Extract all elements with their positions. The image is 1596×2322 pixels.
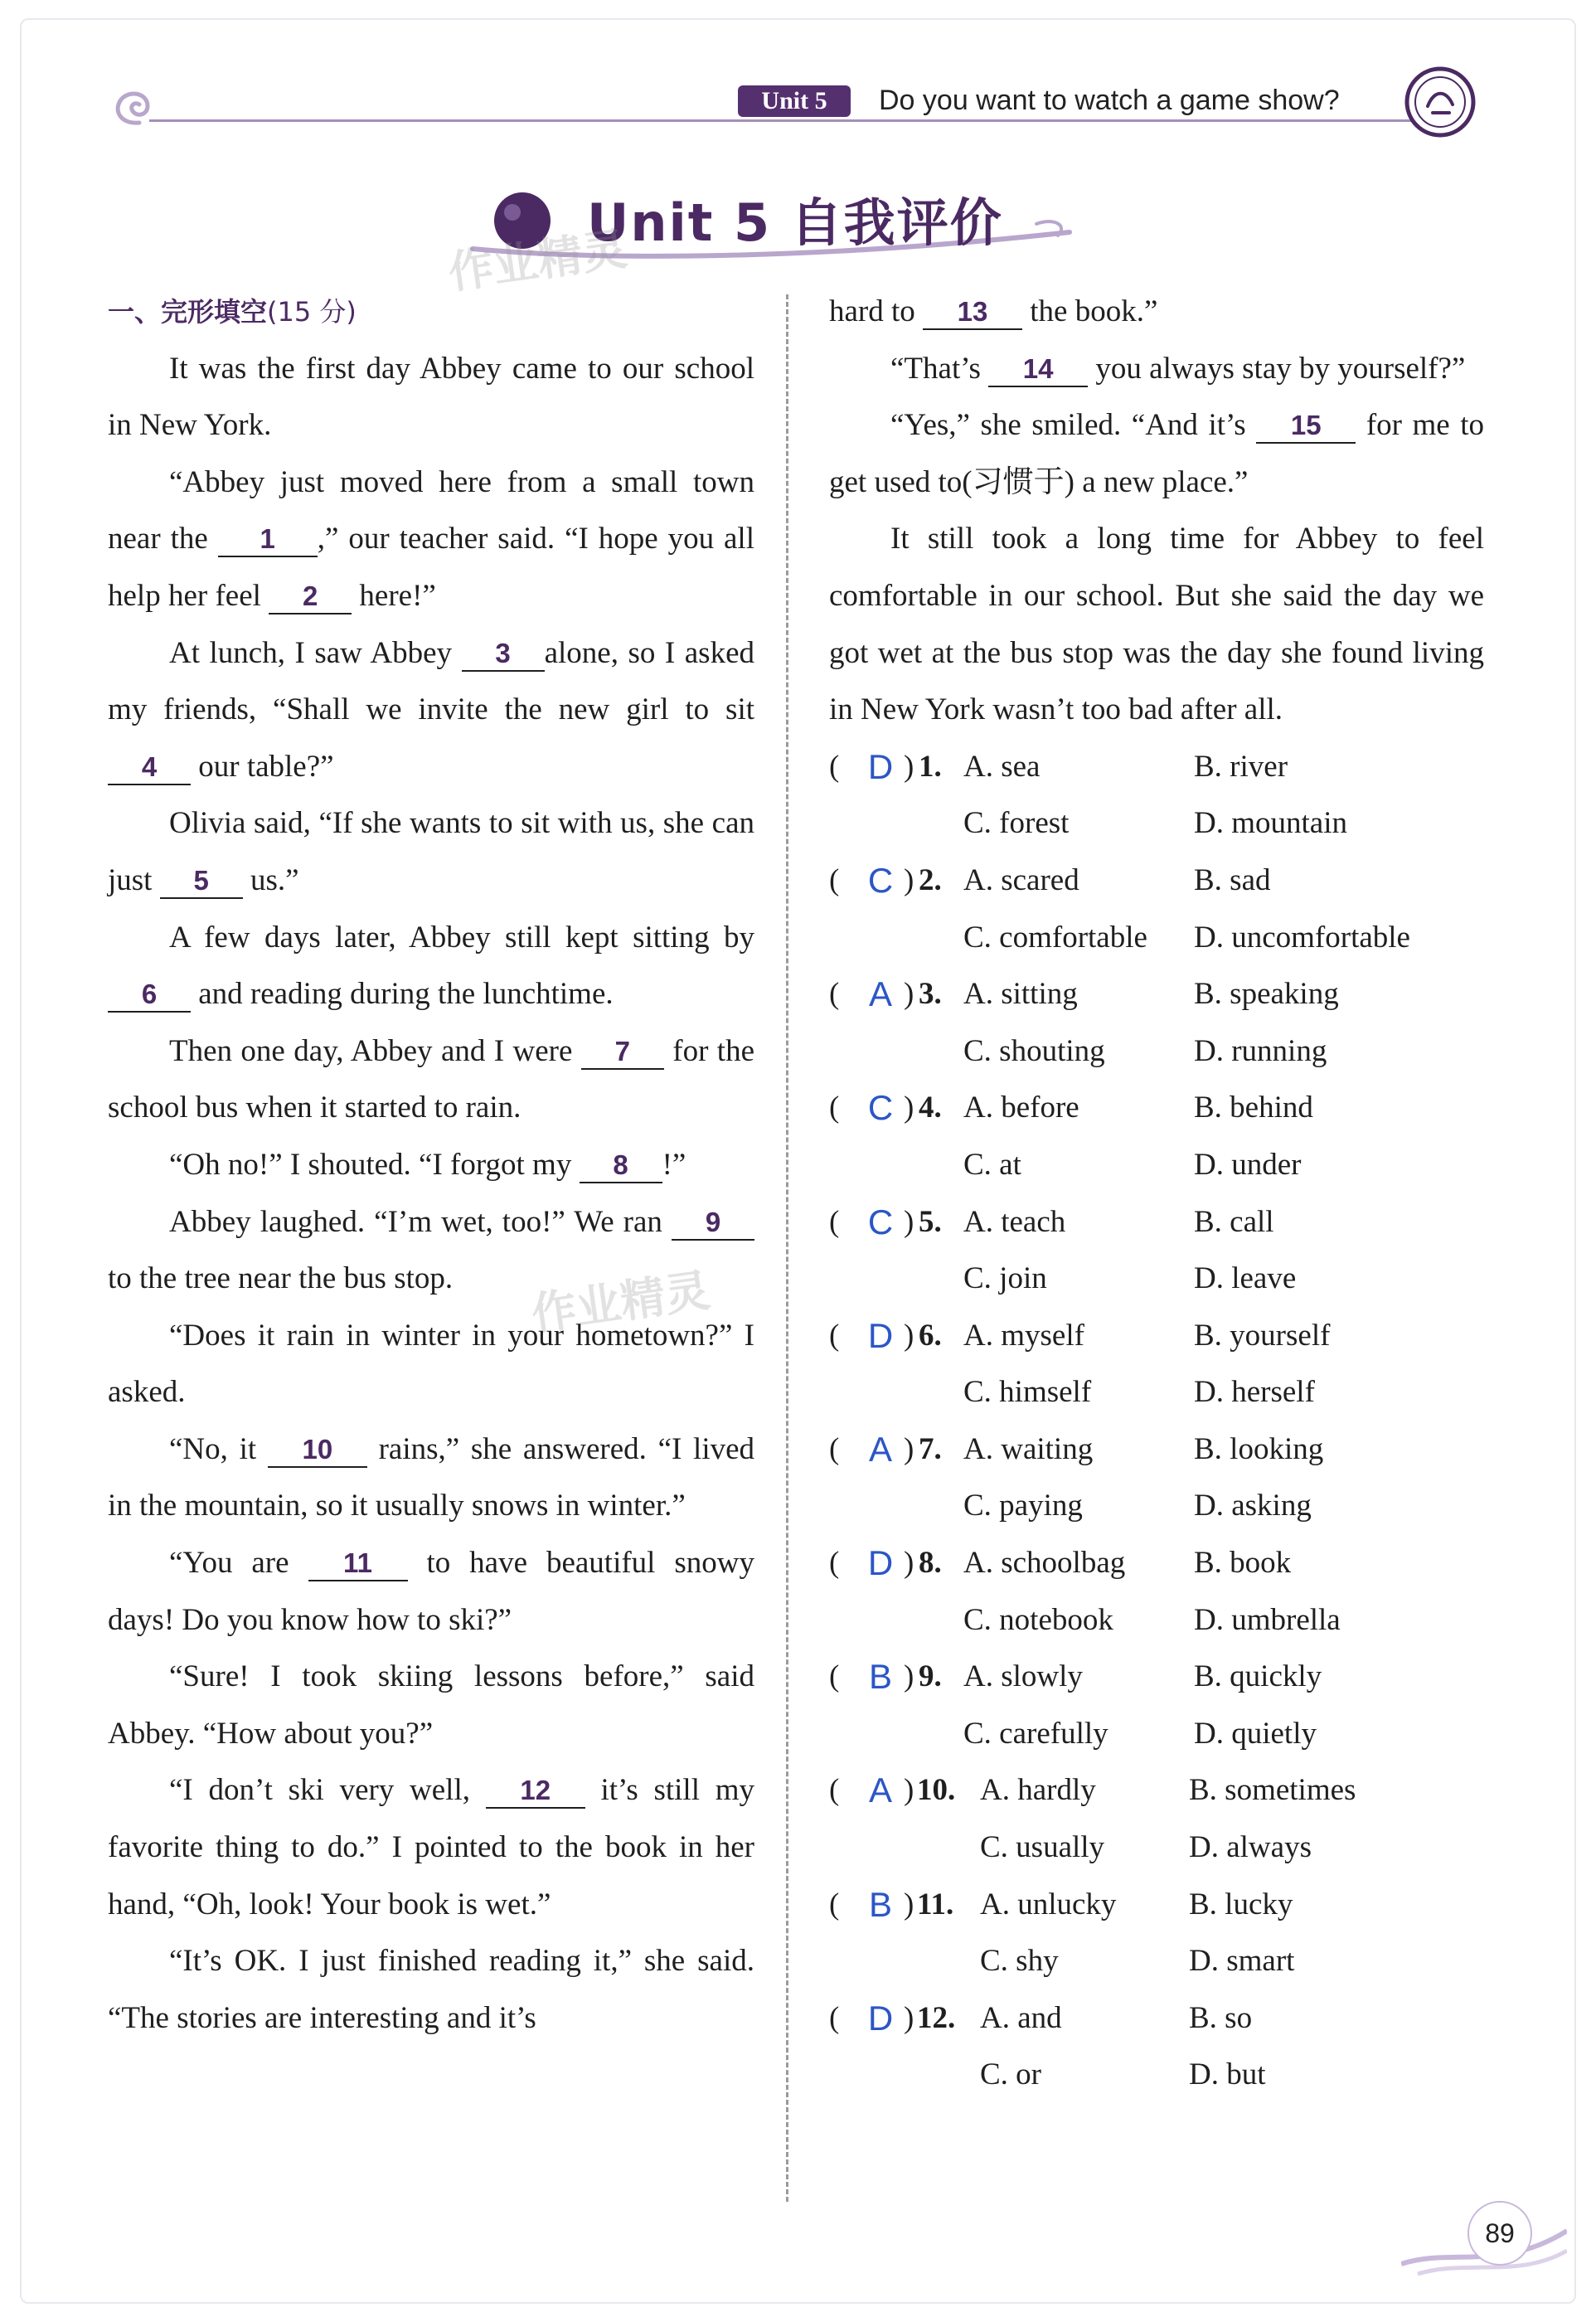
question-row (829, 1080, 1484, 1137)
blank-13: 13 (923, 295, 1022, 330)
option-c: C. shouting (963, 1033, 1105, 1068)
seal-icon (1403, 65, 1477, 139)
option-d: D. herself (1194, 1375, 1315, 1410)
paragraph: It was the first day Abbey came to our school in New York. (108, 351, 754, 443)
paragraph: “Sure! I took skiing lessons before,” said Abbey. “How about you?” (108, 1659, 754, 1751)
option-d: D. under (1194, 1147, 1302, 1182)
paren: ) (904, 1318, 914, 1353)
paren: ( (829, 977, 840, 1012)
option-c: C. at (963, 1147, 1021, 1182)
question-number: 12. (917, 2000, 956, 2035)
question-number: 5. (919, 1204, 942, 1239)
option-d: D. mountain (1194, 806, 1347, 841)
blank-10: 10 (268, 1433, 367, 1468)
answer: D (867, 746, 894, 786)
paragraph: A few days later, Abbey still kept sitting by 6 and reading during the lunchtime. (108, 910, 754, 1023)
question-number: 1. (919, 749, 942, 784)
question-row (829, 1592, 1484, 1649)
option-b: B. sometimes (1189, 1773, 1356, 1808)
option-a: A. and (980, 2000, 1062, 2035)
paragraph: “That’s 14 you always stay by yourself?” (890, 351, 1466, 386)
question-row (829, 795, 1484, 853)
question-row (829, 853, 1484, 910)
question-number: 9. (919, 1659, 942, 1694)
paren: ) (904, 749, 914, 784)
option-a: A. waiting (963, 1431, 1094, 1466)
question-row (829, 1819, 1484, 1877)
paren: ( (829, 1887, 840, 1921)
option-b: B. river (1194, 749, 1288, 784)
paragraph: “Abbey just moved here from a small town near the 1 ,” our teacher said. “I hope you all help her feel 2 here!” (108, 464, 754, 613)
question-row (829, 1364, 1484, 1421)
paren: ( (829, 1431, 840, 1466)
option-a: A. scared (963, 862, 1079, 897)
paragraph: “No, it 10 rains,” she answered. “I lived in the mountain, so it usually snows in winter.” (108, 1431, 755, 1523)
option-b: B. so (1189, 2000, 1253, 2035)
question-number: 4. (919, 1091, 942, 1125)
option-d: D. running (1194, 1033, 1327, 1068)
question-row (829, 1535, 1484, 1592)
paren: ) (904, 1773, 914, 1808)
option-c: C. comfortable (963, 920, 1147, 955)
option-b: B. quickly (1194, 1659, 1322, 1694)
question-row (829, 1478, 1484, 1535)
answer: A (868, 974, 892, 1014)
paren: ( (829, 749, 840, 784)
watermark: 作业精灵 (445, 222, 630, 299)
option-a: A. sitting (963, 977, 1078, 1012)
paren: ) (904, 1887, 914, 1921)
question-number: 7. (919, 1431, 942, 1466)
blank-1: 1 (218, 522, 318, 557)
paren: ( (829, 1204, 840, 1239)
option-d: D. but (1189, 2057, 1266, 2092)
option-c: C. usually (980, 1830, 1105, 1865)
paren: ( (829, 2000, 840, 2035)
paragraph: It still took a long time for Abbey to feel comfortable in our school. But she said the day we got wet at the bus stop was the day she found living in New York wasn’t too bad after all. (829, 522, 1484, 727)
paren: ) (904, 1546, 914, 1581)
answer: B (868, 1884, 892, 1924)
blank-8: 8 (580, 1149, 662, 1183)
option-d: D. leave (1194, 1261, 1297, 1296)
answer: C (867, 1088, 894, 1128)
answer: D (867, 1315, 894, 1355)
answer: C (867, 1202, 894, 1241)
option-b: B. call (1194, 1204, 1274, 1239)
answer: C (867, 860, 894, 900)
option-a: A. slowly (963, 1659, 1083, 1694)
paragraph: At lunch, I saw Abbey 3 alone, so I asked my friends, “Shall we invite the new girl to sit 4 our table?” (108, 635, 755, 784)
answer: D (867, 1998, 894, 2038)
section-title (108, 284, 754, 341)
question-number: 3. (919, 977, 942, 1012)
question-row (829, 1649, 1484, 1706)
option-a: A. sea (963, 749, 1041, 784)
question-number: 8. (919, 1546, 942, 1581)
question-list (829, 739, 1484, 2104)
answer: A (868, 1771, 892, 1810)
question-number: 11. (917, 1887, 954, 1921)
answer: D (867, 1543, 894, 1583)
option-d: D. always (1189, 1830, 1312, 1865)
paren: ) (904, 1659, 914, 1694)
option-a: A. before (963, 1091, 1079, 1125)
question-row (829, 1137, 1484, 1194)
question-row (829, 2047, 1484, 2104)
paren: ) (904, 977, 914, 1012)
blank-12: 12 (486, 1774, 585, 1809)
paren: ) (904, 1204, 914, 1239)
paragraph: “I don’t ski very well, 12 it’s still my favorite thing to do.” I pointed to the book in her hand, “Oh, look! Your book is wet.” (108, 1773, 755, 1921)
option-b: B. sad (1194, 862, 1271, 897)
page-number: 89 (1467, 2201, 1532, 2266)
question-number: 10. (917, 1773, 956, 1808)
blank-9: 9 (672, 1206, 754, 1241)
option-c: C. join (963, 1261, 1047, 1296)
passage-right-column (829, 284, 1484, 2104)
option-a: A. hardly (980, 1773, 1096, 1808)
option-d: D. smart (1189, 1944, 1295, 1979)
blank-15: 15 (1256, 409, 1356, 444)
option-a: A. myself (963, 1318, 1084, 1353)
blank-11: 11 (308, 1547, 408, 1581)
option-b: B. speaking (1194, 977, 1339, 1012)
page-title: Unit 5 自我评价 (587, 192, 1003, 253)
paragraph: “Does it rain in winter in your hometown?” I asked. (108, 1318, 754, 1410)
question-row (829, 1762, 1484, 1819)
question-row (829, 1421, 1484, 1479)
column-divider (786, 294, 788, 2202)
option-d: D. asking (1194, 1489, 1312, 1523)
blank-4: 4 (108, 751, 191, 785)
question-row (829, 1706, 1484, 1763)
paren: ( (829, 1773, 840, 1808)
blank-6: 6 (108, 978, 191, 1013)
paragraph: “It’s OK. I just finished reading it,” she said. “The stories are interesting and it’s (108, 1944, 754, 2035)
paren: ( (829, 862, 840, 897)
paragraph: Abbey laughed. “I’m wet, too!” We ran 9 to the tree near the bus stop. (108, 1194, 754, 1308)
question-number: 2. (919, 862, 942, 897)
option-c: C. carefully (963, 1716, 1108, 1751)
option-b: B. looking (1194, 1431, 1324, 1466)
option-c: C. shy (980, 1944, 1059, 1979)
blank-14: 14 (988, 352, 1088, 387)
paragraph: “Yes,” she smiled. “And it’s 15 for me to get used to(习惯于) a new place.” (829, 408, 1485, 499)
swirl-icon (106, 83, 164, 133)
question-row (829, 1194, 1484, 1251)
paragraph: “You are 11 to have beautiful snowy days! Do you know how to ski?” (108, 1546, 755, 1637)
paren: ( (829, 1659, 840, 1694)
option-c: C. notebook (963, 1602, 1113, 1637)
option-d: D. uncomfortable (1194, 920, 1410, 955)
header-title: Do you want to watch a game show? (879, 85, 1340, 116)
paren: ) (904, 1091, 914, 1125)
option-a: A. teach (963, 1204, 1066, 1239)
section-label: 一、完形填空 (108, 296, 268, 328)
option-c: C. paying (963, 1489, 1083, 1523)
option-d: D. umbrella (1194, 1602, 1341, 1637)
paren: ( (829, 1091, 840, 1125)
section-points: (15 分) (267, 296, 357, 328)
question-row (829, 1877, 1484, 1934)
option-c: C. forest (963, 806, 1070, 841)
question-row (829, 739, 1484, 796)
paren: ) (904, 2000, 914, 2035)
option-b: B. book (1194, 1546, 1292, 1581)
option-c: C. or (980, 2057, 1041, 2092)
paragraph: “Oh no!” I shouted. “I forgot my 8 !” (169, 1147, 686, 1182)
question-row (829, 1990, 1484, 2048)
option-c: C. himself (963, 1375, 1092, 1410)
blank-7: 7 (581, 1035, 664, 1070)
paragraph: Then one day, Abbey and I were 7 for the school bus when it started to rain. (108, 1033, 755, 1125)
paragraph: hard to 13 the book.” (829, 294, 1158, 328)
answer: A (868, 1429, 892, 1469)
watermark: 作业精灵 (528, 1264, 713, 1341)
option-a: A. schoolbag (963, 1546, 1126, 1581)
question-number: 6. (919, 1318, 942, 1353)
unit-tag: Unit 5 (738, 85, 851, 117)
paragraph: Olivia said, “If she wants to sit with us, she can just 5 us.” (108, 806, 754, 897)
question-row (829, 966, 1484, 1023)
question-row (829, 1023, 1484, 1081)
option-d: D. quietly (1194, 1716, 1317, 1751)
question-row (829, 1933, 1484, 1990)
option-b: B. behind (1194, 1091, 1313, 1125)
paren: ) (904, 1431, 914, 1466)
paren: ( (829, 1318, 840, 1353)
paren: ) (904, 862, 914, 897)
option-b: B. yourself (1194, 1318, 1331, 1353)
blank-2: 2 (269, 580, 352, 615)
paren: ( (829, 1546, 840, 1581)
blank-3: 3 (462, 637, 545, 672)
option-a: A. unlucky (980, 1887, 1117, 1921)
question-row (829, 1308, 1484, 1365)
answer: B (868, 1657, 892, 1697)
question-row (829, 910, 1484, 967)
question-row (829, 1251, 1484, 1308)
option-b: B. lucky (1189, 1887, 1293, 1921)
passage-left-column (108, 284, 754, 2047)
blank-5: 5 (160, 864, 243, 899)
